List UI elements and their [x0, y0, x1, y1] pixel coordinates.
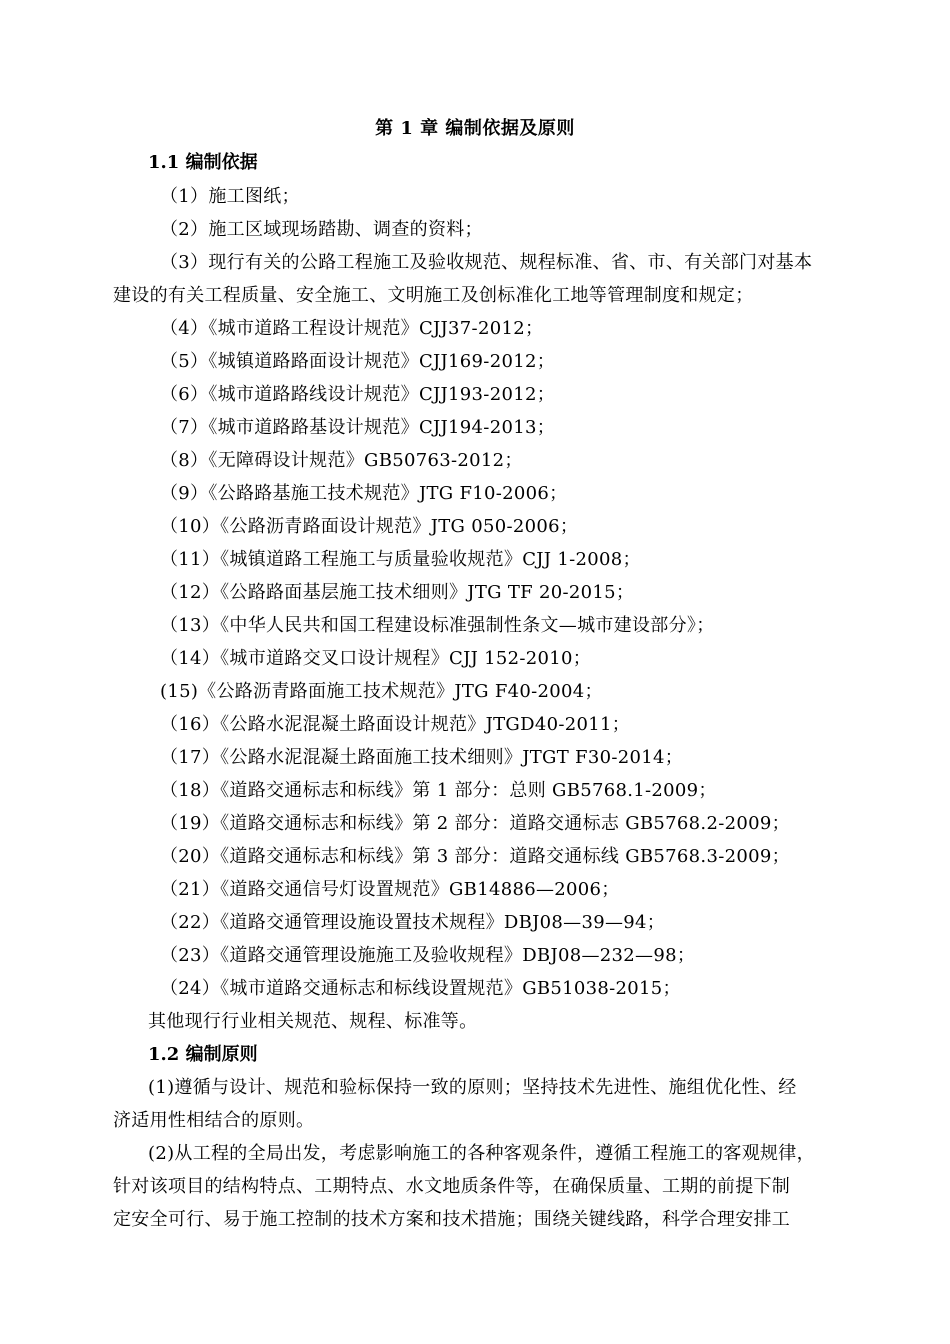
basis-item: （17）《公路水泥混凝土路面施工技术细则》JTGT F30-2014；	[160, 747, 684, 768]
basis-item-continuation: 建设的有关工程质量、安全施工、文明施工及创标准化工地等管理制度和规定；	[113, 285, 754, 306]
basis-item: （6）《城市道路路线设计规范》CJJ193-2012；	[160, 384, 556, 405]
principle-line: 定安全可行、易于施工控制的技术方案和技术措施；围绕关键线路，科学合理安排工	[113, 1209, 791, 1230]
basis-item: （18）《道路交通标志和标线》第 1 部分：总则 GB5768.1-2009；	[160, 780, 717, 801]
basis-item: （22）《道路交通管理设施设置技术规程》DBJ08—39—94；	[160, 912, 666, 933]
basis-item: （11）《城镇道路工程施工与质量验收规范》CJJ 1-2008；	[160, 549, 641, 570]
basis-item: （8）《无障碍设计规范》GB50763-2012；	[160, 450, 523, 471]
basis-item: （2）施工区域现场踏勘、调查的资料；	[160, 219, 483, 240]
section-title-1-2: 1.2 编制原则	[148, 1044, 258, 1065]
basis-item: （13）《中华人民共和国工程建设标准强制性条文—城市建设部分》；	[160, 615, 715, 636]
basis-item: （21）《道路交通信号灯设置规范》GB14886—2006；	[160, 879, 620, 900]
principle-line: (2)从工程的全局出发，考虑影响施工的各种客观条件，遵循工程施工的客观规律，	[148, 1143, 815, 1164]
basis-item: （12）《公路路面基层施工技术细则》JTG TF 20-2015；	[160, 582, 635, 603]
principle-line: (1)遵循与设计、规范和验标保持一致的原则；坚持技术先进性、施组优化性、经	[148, 1077, 797, 1098]
basis-item: （19）《道路交通标志和标线》第 2 部分：道路交通标志 GB5768.2-2009；	[160, 813, 790, 834]
basis-item: （16）《公路水泥混凝土路面设计规范》JTGD40-2011；	[160, 714, 631, 735]
principle-line: 针对该项目的结构特点、工期特点、水文地质条件等，在确保质量、工期的前提下制	[113, 1176, 791, 1197]
basis-item: （9）《公路路基施工技术规范》JTG F10-2006；	[160, 483, 568, 504]
basis-closing: 其他现行行业相关规范、规程、标准等。	[148, 1011, 478, 1032]
principle-line: 济适用性相结合的原则。	[113, 1110, 315, 1131]
basis-item: （3）现行有关的公路工程施工及验收规范、规程标准、省、市、有关部门对基本	[160, 252, 813, 273]
basis-item: （23）《道路交通管理设施施工及验收规程》DBJ08—232—98；	[160, 945, 696, 966]
basis-item: (15)《公路沥青路面施工技术规范》JTG F40-2004；	[160, 681, 603, 702]
chapter-title: 第 1 章 编制依据及原则	[375, 118, 575, 139]
basis-item: （5）《城镇道路路面设计规范》CJJ169-2012；	[160, 351, 556, 372]
basis-item: （7）《城市道路路基设计规范》CJJ194-2013；	[160, 417, 556, 438]
basis-item: （24）《城市道路交通标志和标线设置规范》GB51038-2015；	[160, 978, 681, 999]
basis-item: （1）施工图纸；	[160, 186, 300, 207]
basis-item: （20）《道路交通标志和标线》第 3 部分：道路交通标线 GB5768.3-2009；	[160, 846, 790, 867]
section-title-1-1: 1.1 编制依据	[148, 152, 258, 173]
basis-item: （10）《公路沥青路面设计规范》JTG 050-2006；	[160, 516, 579, 537]
basis-item: （14）《城市道路交叉口设计规程》CJJ 152-2010；	[160, 648, 592, 669]
basis-item: （4）《城市道路工程设计规范》CJJ37-2012；	[160, 318, 544, 339]
